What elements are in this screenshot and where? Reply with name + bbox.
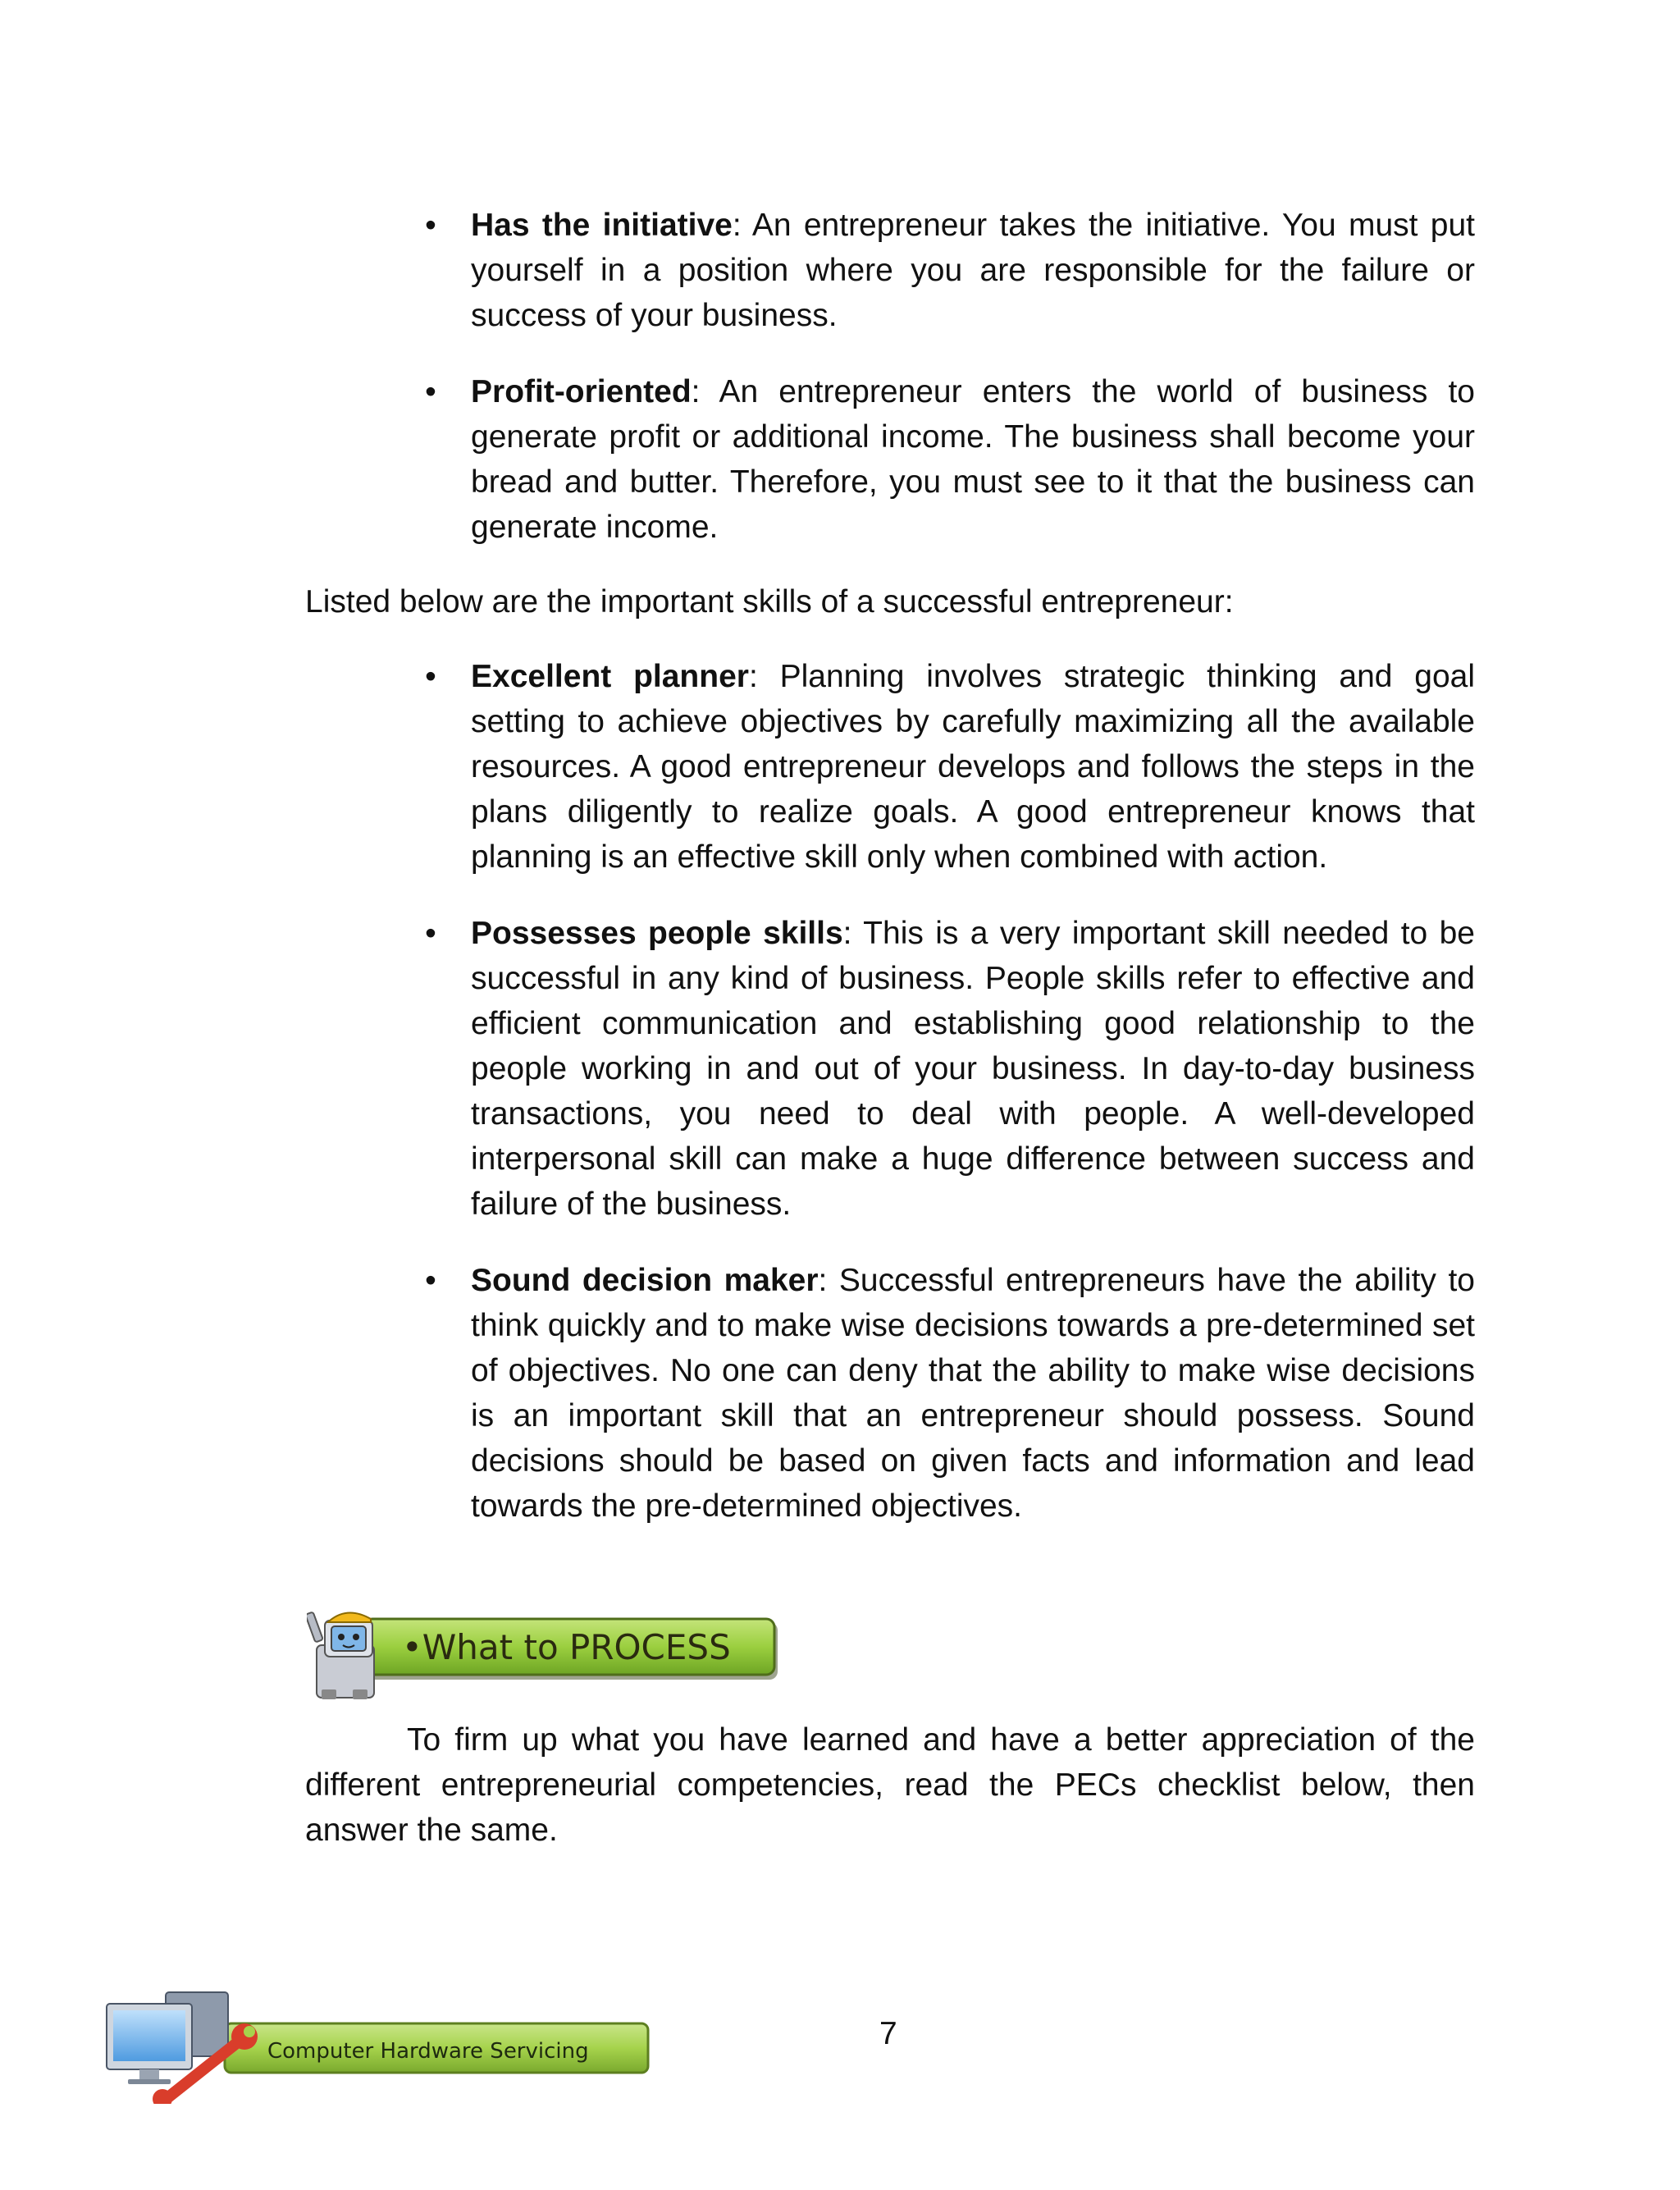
trait-separator: : xyxy=(732,208,742,243)
list-item xyxy=(418,203,1475,338)
skill-text: Successful entrepreneurs have the ability to think quickly and to make wise decisions towards a pre-determined set of objectives. No one can deny that the ability to make wise decisions is an important skill that an entrepreneur should possess. Sound decisions should be based on given facts and information and lead towards the pre-determined objectives. xyxy=(471,1263,1475,1524)
bullet-icon: • xyxy=(425,208,436,243)
trait-term: Profit-oriented xyxy=(471,374,692,409)
page-number: 7 xyxy=(879,2016,897,2051)
process-paragraph: To firm up what you have learned and have a better appreciation of the different entrepreneurial competencies, read the PECs checklist below, then answer the same. xyxy=(305,1722,1475,1848)
trait-text: An entrepreneur takes the initiative. You must put yourself in a position where you are responsible for the failure or success of your business. xyxy=(471,208,1475,333)
footer-label: Computer Hardware Servicing xyxy=(267,2039,589,2064)
list-item xyxy=(418,1258,1475,1529)
skill-separator: : xyxy=(842,916,852,951)
list-item xyxy=(418,654,1475,880)
footer-banner xyxy=(103,1989,653,2104)
what-to-process-banner xyxy=(307,1604,783,1701)
list-item xyxy=(418,911,1475,1227)
trait-text: An entrepreneur enters the world of business to generate profit or additional income. The business shall become your bread and butter. Therefore, you must see to it that the business can generate income. xyxy=(471,374,1475,545)
list-item xyxy=(418,369,1475,550)
skill-separator: : xyxy=(818,1263,828,1298)
bullet-icon: • xyxy=(425,916,436,951)
skills-intro: Listed below are the important skills of a successful entrepreneur: xyxy=(305,584,1234,620)
skill-term: Sound decision maker xyxy=(471,1263,819,1298)
trait-separator: : xyxy=(691,374,701,409)
skill-text: This is a very important skill needed to be successful in any kind of business. People skills refer to effective and efficient communication and establishing good relationship to the people working in and out of your business. In day-to-day business transactions, you need to deal with people. A well-developed interpersonal skill can make a huge difference between success and failure of the business. xyxy=(471,916,1475,1222)
entrepreneur-traits-list xyxy=(418,203,1475,581)
banner-label: •What to PROCESS xyxy=(402,1627,731,1667)
trait-term: Has the initiative xyxy=(471,208,733,243)
robot-mascot-icon xyxy=(307,1612,374,1699)
skill-term: Possesses people skills xyxy=(471,916,843,951)
bullet-icon: • xyxy=(425,1263,436,1298)
skill-separator: : xyxy=(748,659,758,694)
bullet-icon: • xyxy=(425,659,436,694)
skill-term: Excellent planner xyxy=(471,659,749,694)
bullet-icon: • xyxy=(425,374,436,409)
skill-text: Planning involves strategic thinking and goal setting to achieve objectives by carefully maximizing all the available resources. A good entrepreneur develops and follows the steps in the plans diligently to realize goals. A good entrepreneur knows that planning is an effective skill only when combined with action. xyxy=(471,659,1475,875)
entrepreneur-skills-list xyxy=(418,654,1475,1560)
